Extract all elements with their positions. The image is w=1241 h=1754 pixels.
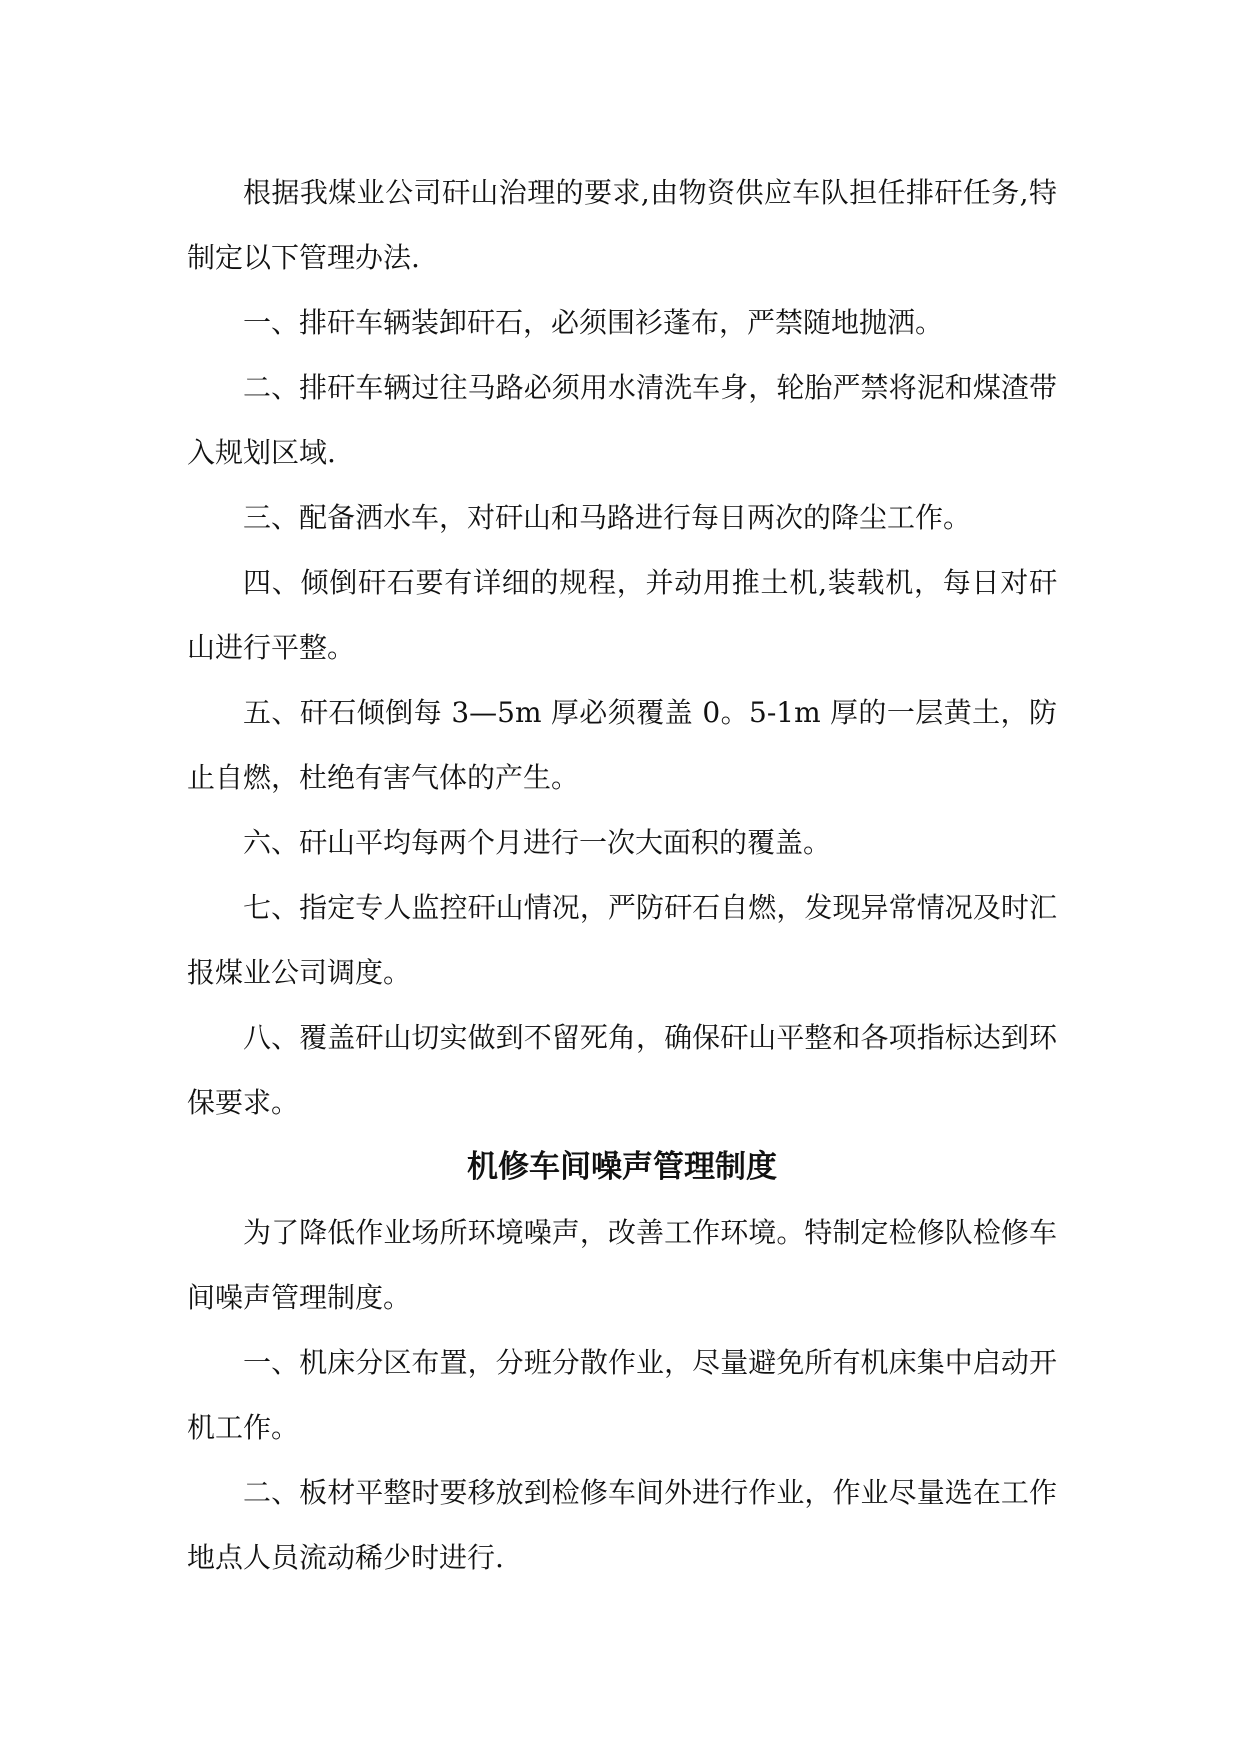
noise-intro-paragraph: 为了降低作业场所环境噪声，改善工作环境。特制定检修队检修车间噪声管理制度。 (187, 1216, 1057, 1314)
rule-4-paragraph: 四、倾倒矸石要有详细的规程，并动用推土机,装载机，每日对矸山进行平整。 (187, 566, 1057, 664)
intro-paragraph: 根据我煤业公司矸山治理的要求,由物资供应车队担任排矸任务,特制定以下管理办法. (187, 176, 1057, 274)
document-page (187, 160, 1057, 1590)
rule-3-paragraph: 三、配备洒水车，对矸山和马路进行每日两次的降尘工作。 (243, 501, 972, 534)
rule-2-paragraph: 二、排矸车辆过往马路必须用水清洗车身，轮胎严禁将泥和煤渣带入规划区域. (187, 371, 1057, 469)
section-title: 机修车间噪声管理制度 (467, 1149, 777, 1185)
noise-rule-2-paragraph: 二、板材平整时要移放到检修车间外进行作业，作业尽量选在工作地点人员流动稀少时进行. (187, 1476, 1057, 1574)
noise-rule-1-paragraph: 一、机床分区布置，分班分散作业，尽量避免所有机床集中启动开机工作。 (187, 1346, 1057, 1444)
rule-1-paragraph: 一、排矸车辆装卸矸石，必须围衫蓬布，严禁随地抛洒。 (243, 306, 944, 339)
rule-8-paragraph: 八、覆盖矸山切实做到不留死角，确保矸山平整和各项指标达到环保要求。 (187, 1021, 1057, 1119)
rule-5-paragraph: 五、矸石倾倒每 3—5m 厚必须覆盖 0。5-1m 厚的一层黄土，防止自燃，杜绝有害气体的产生。 (187, 696, 1057, 794)
rule-6-paragraph: 六、矸山平均每两个月进行一次大面积的覆盖。 (243, 826, 832, 859)
rule-7-paragraph: 七、指定专人监控矸山情况，严防矸石自燃，发现异常情况及时汇报煤业公司调度。 (187, 891, 1057, 989)
